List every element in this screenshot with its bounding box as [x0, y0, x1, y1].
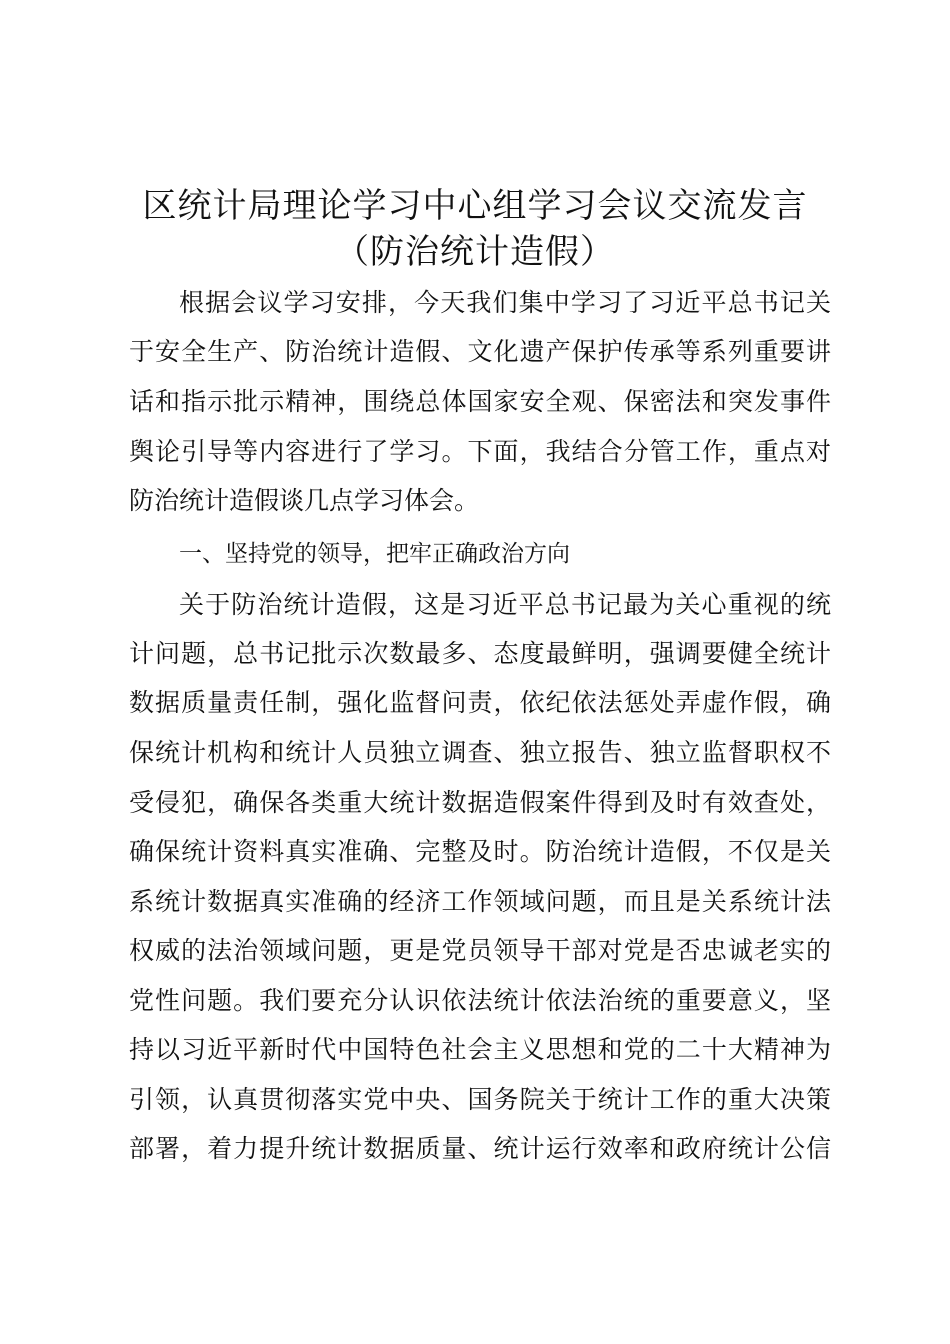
body-line: 权威的法治领域问题，更是党员领导干部对党是否忠诚老实的	[129, 936, 831, 965]
intro-line: 防治统计造假谈几点学习体会。	[129, 486, 480, 515]
body-line: 关于防治统计造假，这是习近平总书记最为关心重视的统	[179, 590, 831, 619]
body-line: 计问题，总书记批示次数最多、态度最鲜明，强调要健全统计	[129, 639, 831, 668]
intro-line: 舆论引导等内容进行了学习。下面，我结合分管工作，重点对	[129, 437, 831, 466]
body-line: 引领，认真贯彻落实党中央、国务院关于统计工作的重大决策	[129, 1085, 831, 1114]
body-line: 受侵犯，确保各类重大统计数据造假案件得到及时有效查处，	[129, 788, 831, 817]
intro-line: 根据会议学习安排，今天我们集中学习了习近平总书记关	[179, 288, 831, 317]
document-title: 区统计局理论学习中心组学习会议交流发言	[142, 186, 808, 226]
body-line: 确保统计资料真实准确、完整及时。防治统计造假，不仅是关	[129, 837, 831, 866]
body-line: 党性问题。我们要充分认识依法统计依法治统的重要意义，坚	[129, 986, 831, 1015]
body-line: 持以习近平新时代中国特色社会主义思想和党的二十大精神为	[129, 1035, 831, 1064]
intro-line: 话和指示批示精神，围绕总体国家安全观、保密法和突发事件	[129, 387, 831, 416]
body-line: 系统计数据真实准确的经济工作领域问题，而且是关系统计法	[129, 887, 831, 916]
document-subtitle: （防治统计造假）	[335, 232, 615, 272]
intro-line: 于安全生产、防治统计造假、文化遗产保护传承等系列重要讲	[129, 337, 831, 366]
section-heading: 一、坚持党的领导，把牢正确政治方向	[179, 541, 570, 567]
body-line: 部署，着力提升统计数据质量、统计运行效率和政府统计公信	[129, 1134, 831, 1163]
body-line: 数据质量责任制，强化监督问责，依纪依法惩处弄虚作假，确	[129, 688, 831, 717]
body-line: 保统计机构和统计人员独立调查、独立报告、独立监督职权不	[129, 738, 831, 767]
